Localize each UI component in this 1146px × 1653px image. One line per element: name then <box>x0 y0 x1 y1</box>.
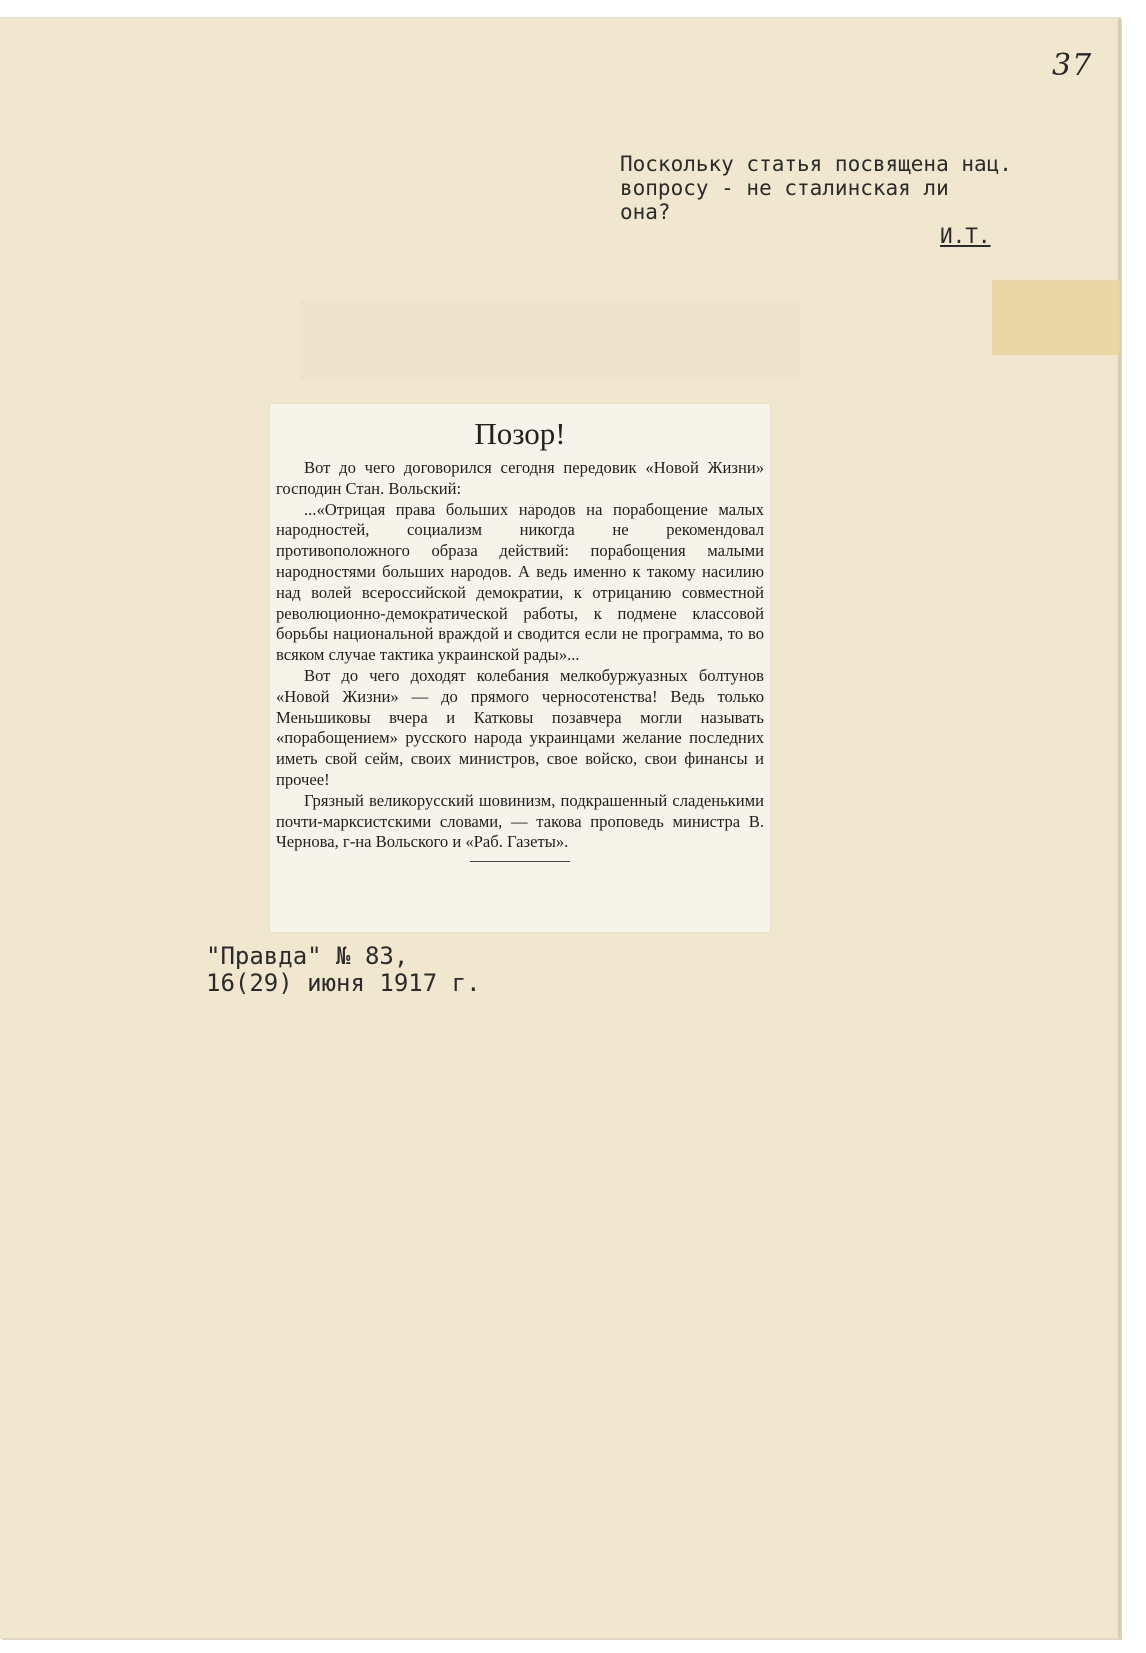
newspaper-clipping <box>270 404 770 932</box>
bleed-through-stain <box>300 300 800 380</box>
note-initials: И.Т. <box>940 224 991 248</box>
typed-note <box>620 152 1110 224</box>
source-line-1: "Правда" № 83, <box>206 942 409 970</box>
page-number: 37 <box>1052 48 1093 83</box>
note-line-2: вопросу - не сталинская ли <box>620 176 949 200</box>
clipping-paragraph: Вот до чего доходят колебания мелкобуржуазных болтунов «Новой Жизни» — до прямого черносотенства! Ведь только Меньшиковы вчера и Катковы позавчера могли называть «порабощением» русского народа украинцами желание последних иметь свой сейм, своих министров, свое войско, свои финансы и прочее! <box>276 665 764 789</box>
clipping-body <box>276 458 764 853</box>
note-line-1: Поскольку статья посвящена нац. <box>620 152 1012 176</box>
tape-stain <box>992 280 1120 355</box>
clipping-paragraph: ...«Отрицая права больших народов на порабощение малых народностей, социализм никогда не рекомендовал противоположного образа действий: порабощения малыми народностями больших народов. А ведь именно к такому насилию над волей всероссийской демократии, к отрицанию совместной революционно-демократической работы, к подмене классовой борьбы национальной враждой и сводится если не программа, то во всяком случае тактика украинской рады»... <box>276 499 764 665</box>
sheet-edge <box>1118 18 1121 1638</box>
clipping-end-rule <box>470 861 570 862</box>
clipping-title: Позор! <box>474 416 566 451</box>
source-line-2: 16(29) июня 1917 г. <box>206 969 481 997</box>
source-citation <box>206 943 481 997</box>
clipping-paragraph: Грязный великорусский шовинизм, подкрашенный сладенькими почти-марксистскими словами, — такова проповедь министра В. Чернова, г-на Вольского и «Раб. Газеты». <box>276 790 764 852</box>
note-line-3: она? <box>620 200 671 224</box>
clipping-paragraph: Вот до чего договорился сегодня передовик «Новой Жизни» господин Стан. Вольский: <box>276 458 764 498</box>
